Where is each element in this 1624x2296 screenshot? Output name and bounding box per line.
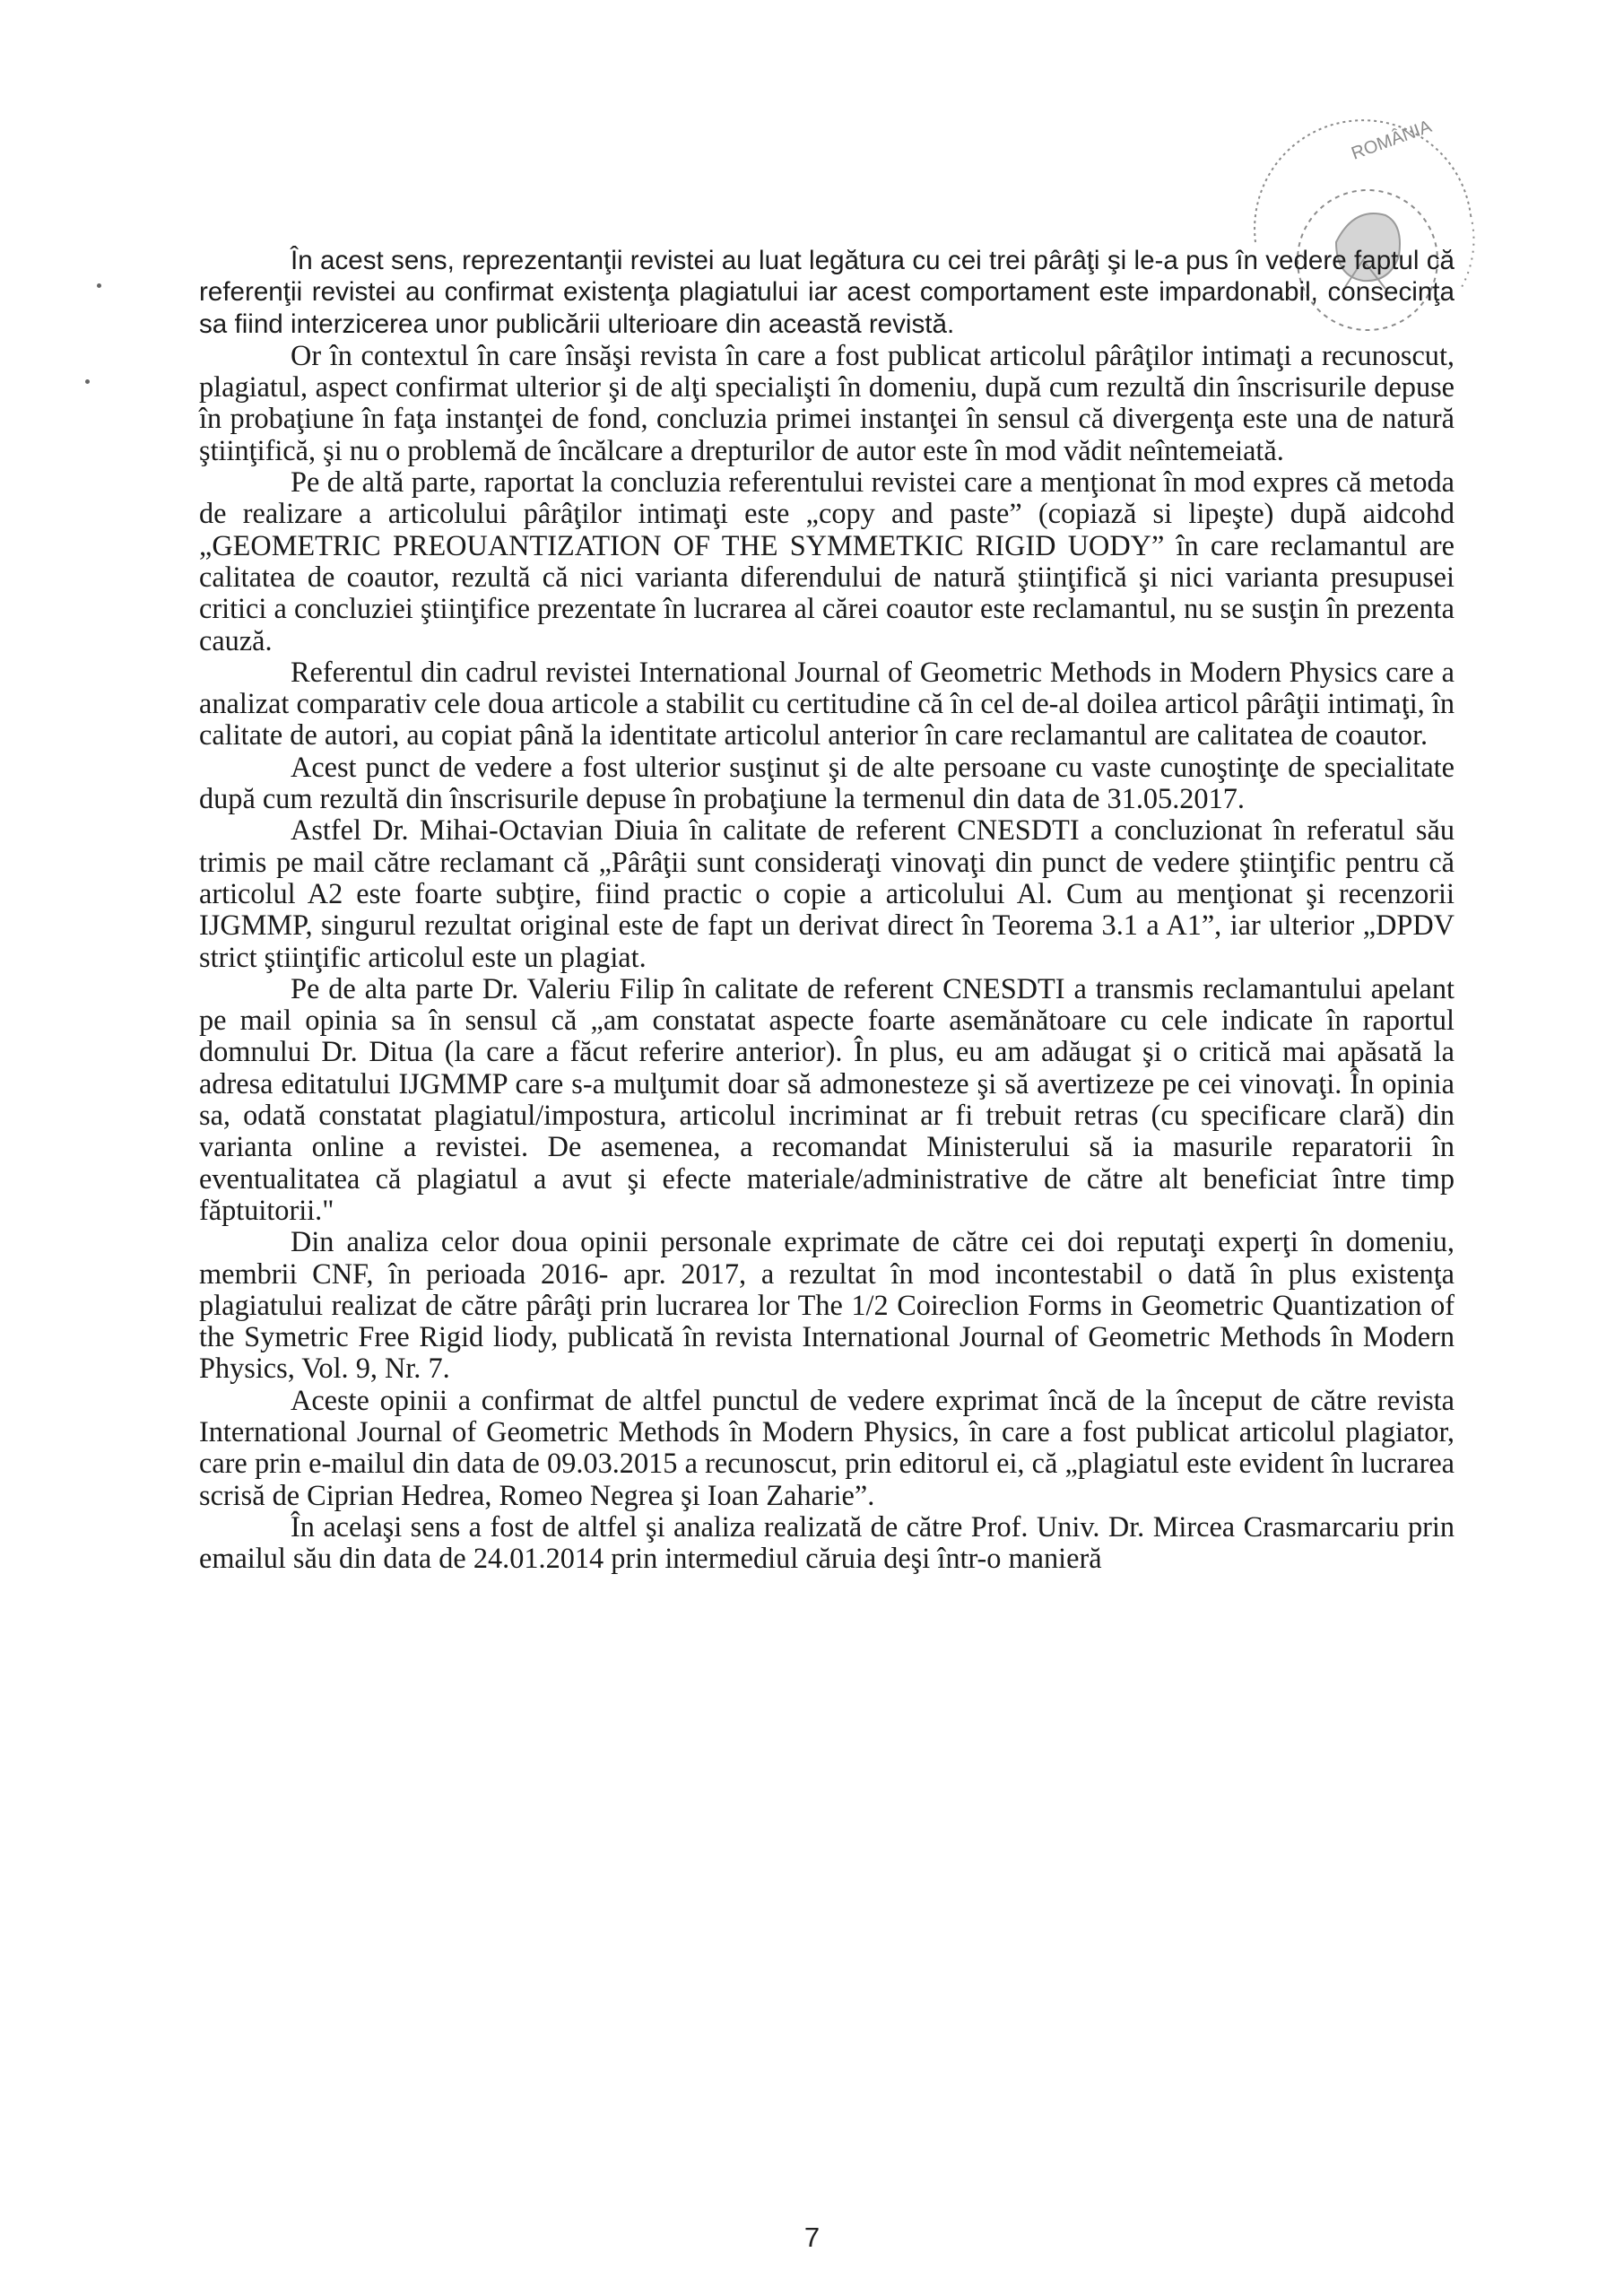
paragraph: Pe de alta parte Dr. Valeriu Filip în calitate de referent CNESDTI a transmis reclamantului apelant pe mail opinia sa în sensul că „am constatat aspecte foarte asemănătoare cu cele indicate în raportul domnului Dr. Ditua (la care a făcut referire anterior). În plus, eu am adăugat şi o critică mai apăsată la adresa editatului IJGMMP care s-a mulţumit doar să admonesteze şi să avertizeze pe cei vinovaţi. În opinia sa, odată constatat plagiatul/impostura, articolul incriminat ar fi trebuit retras (cu specificare clară) din varianta online a revistei. De asemenea, a recomandat Ministerului să ia masurile reparatorii în eventualitatea că plagiatul a avut şi efecte materiale/administrative de către alt beneficiat între timp făptuitorii.": [199, 971, 1455, 1226]
paragraph: Acest punct de vedere a fost ulterior susţinut şi de alte persoane cu vaste cunoştinţe de specialitate după cum rezultă din înscrisurile depuse în probaţiune la termenul din data de 31.05.2017.: [199, 750, 1455, 815]
stamp-text: ROMÂNIA: [1349, 117, 1435, 164]
margin-mark: [85, 379, 90, 384]
paragraph: În acest sens, reprezentanţii revistei au luat legătura cu cei trei pârâţi şi le-a pus în vedere faptul că referenţii revistei au confirmat existenţa plagiatului iar acest comportament este impardonabil, consecinţa sa fiind interzicerea unor publicării ulterioare din această revistă.: [199, 246, 1455, 339]
paragraph: Aceste opinii a confirmat de altfel punctul de vedere exprimat încă de la început de către revista International Journal of Geometric Methods în Modern Physics, în care a fost publicat articolul plagiator, care prin e-mailul din data de 09.03.2015 a recunoscut, prin editorul ei, că „plagiatul este evident în lucrarea scrisă de Ciprian Hedrea, Romeo Negrea şi Ioan Zaharie”.: [199, 1383, 1455, 1511]
paragraph: Referentul din cadrul revistei International Journal of Geometric Methods in Modern Physics care a analizat comparativ cele doua articole a stabilit cu certitudine că în cel de-al doilea articol pârâţii intimaţi, în calitate de autori, au copiat până la identitate articolul anterior în care reclamantul are calitatea de coautor.: [199, 655, 1455, 752]
paragraph: Or în contextul în care însăşi revista în care a fost publicat articolul pârâţilor intimaţi a recunoscut, plagiatul, aspect confirmat ulterior şi de alţi specialişti în domeniu, după cum rezultă din înscrisurile depuse în probaţiune în faţa instanţei de fond, concluzia primei instanţei în sensul că divergenţa este una de natură ştiinţifică, şi nu o problemă de încălcare a drepturilor de autor este în mod vădit neîntemeiată.: [199, 338, 1455, 466]
paragraph: Astfel Dr. Mihai-Octavian Diuia în calitate de referent CNESDTI a concluzionat în referatul său trimis pe mail către reclamant că „Pârâţii sunt consideraţi vinovaţi din punct de vedere ştiinţific pentru că articolul A2 este foarte subţire, fiind practic o copie a articolului Al. Cum au menţionat şi recenzorii IJGMMP, singurul rezultat original este de fapt un derivat direct în Teorema 3.1 a A1”, iar ulterior „DPDV strict ştiinţific articolul este un plagiat.: [199, 813, 1455, 973]
paragraph: În acelaşi sens a fost de altfel şi analiza realizată de către Prof. Univ. Dr. Mircea Crasmarcariu prin emailul său din data de 24.01.2014 prin intermediul căruia deşi într-o manieră: [199, 1509, 1455, 1575]
paragraph: Pe de altă parte, raportat la concluzia referentului revistei care a menţionat în mod expres că metoda de realizare a articolului pârâţilor intimaţi este „copy and paste” (copiază si lipeşte) după aidcohd „GEOMETRIC PREOUANTIZATION OF THE SYMMETKIC RIGID UODY” în care reclamantul are calitatea de coautor, rezultă că nici varianta diferendului de natură ştiinţifică şi nici varianta presupusei critici a concluziei ştiinţifice prezentate în lucrarea al cărei coautor este reclamantul, nu se susţin în prezenta cauză.: [199, 465, 1455, 657]
body-text: [199, 245, 1455, 1574]
page-number: 7: [803, 2222, 821, 2253]
paragraph: Din analiza celor doua opinii personale exprimate de către cei doi reputaţi experţi în domeniu, membrii CNF, în perioada 2016- apr. 2017, a rezultat în mod incontestabil o dată în plus existenţa plagiatului realizat de către pârâţi prin lucrarea lor The 1/2 Coireclion Forms in Geometric Quantization of the Symetric Free Rigid liody, publicată în revista International Journal of Geometric Methods în Modern Physics, Vol. 9, Nr. 7.: [199, 1225, 1455, 1385]
margin-mark: [97, 283, 101, 288]
